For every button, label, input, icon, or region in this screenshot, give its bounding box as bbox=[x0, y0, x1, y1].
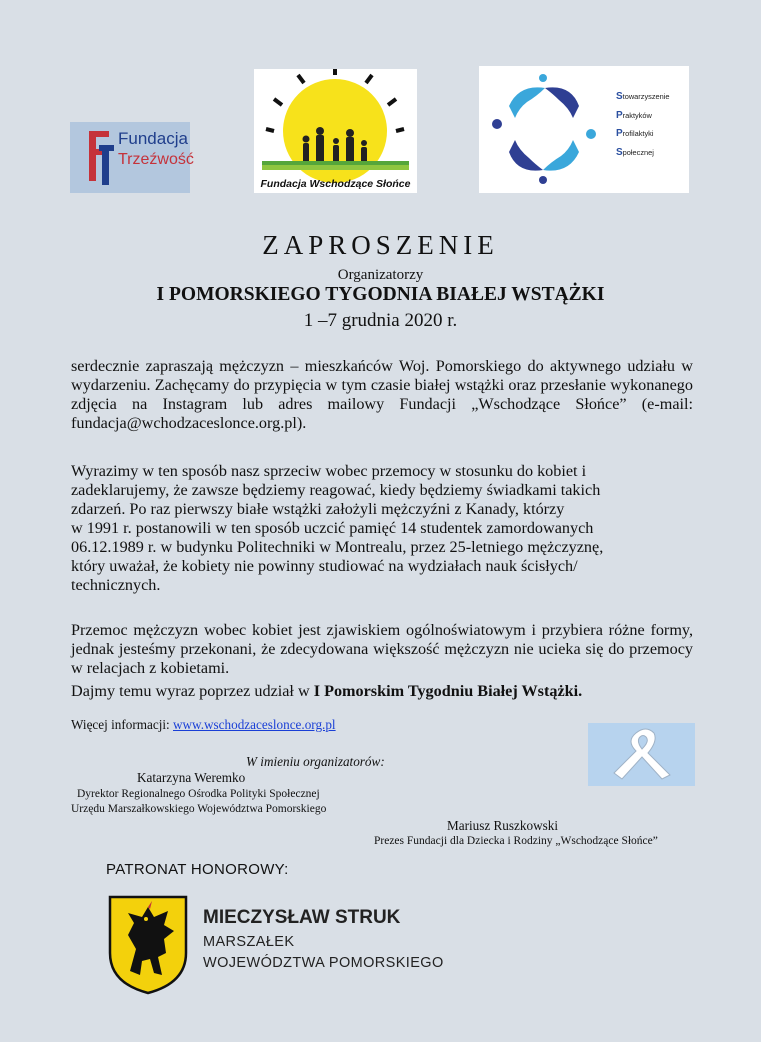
history-line: który uważał, że kobiety nie powinny studiować na wydziałach nauk ścisłych/ bbox=[71, 557, 578, 575]
paragraph-call-to-action: Dajmy temu wyraz poprzez udział w I Pomorskim Tygodniu Białej Wstążki. bbox=[71, 682, 583, 700]
signatory-2-name: Mariusz Ruszkowski bbox=[447, 818, 558, 833]
fundacja-trzezwosc-logo bbox=[70, 122, 194, 193]
history-line: zdarzeń. Po raz pierwszy białe wstążki założyli mężczyźni z Kanady, którzy bbox=[71, 500, 565, 518]
rising-sun-icon bbox=[254, 69, 417, 193]
organizers-label: Organizatorzy bbox=[337, 267, 424, 283]
event-date: 1 –7 grudnia 2020 r. bbox=[303, 310, 458, 331]
wschodzace-slonce-logo bbox=[254, 69, 417, 193]
ft-logo-line1: Fundacja bbox=[118, 129, 188, 148]
signatory-2-role: Prezes Fundacji dla Dziecka i Rodziny „Wschodzące Słońce” bbox=[374, 835, 658, 847]
stowarzyszenie-logo bbox=[479, 66, 689, 193]
patron-name: MIECZYSŁAW STRUK bbox=[203, 907, 401, 928]
ft-logo-line2: Trzeźwość bbox=[118, 151, 194, 168]
signature-lead: W imieniu organizatorów: bbox=[246, 754, 385, 769]
more-info-label: Więcej informacji: bbox=[71, 717, 173, 732]
event-title: I POMORSKIEGO TYGODNIA BIAŁEJ WSTĄŻKI bbox=[156, 284, 605, 305]
patron-role-1: MARSZAŁEK bbox=[203, 934, 295, 950]
wschodzace-slonce-caption: Fundacja Wschodzące Słońce bbox=[260, 178, 411, 190]
event-name-bold: I Pomorskim Tygodniu Białej Wstążki. bbox=[313, 682, 583, 700]
signatory-1-role-1: Dyrektor Regionalnego Ośrodka Polityki Społecznej bbox=[77, 788, 320, 800]
history-line: technicznych. bbox=[71, 576, 161, 594]
sp-row-2: Praktyków bbox=[616, 109, 652, 121]
more-info bbox=[71, 717, 336, 733]
sp-row-1: Stowarzyszenie bbox=[616, 91, 670, 102]
pomorskie-griffin-crest-icon bbox=[108, 895, 188, 995]
patron-role-2: WOJEWÓDZTWA POMORSKIEGO bbox=[203, 955, 444, 971]
paragraph-violence: Przemoc mężczyzn wobec kobiet jest zjawiskiem ogólnoświatowym i przybiera różne formy, jednak jesteśmy przekonani, że zdecydowana większość mężczyzn nie ucieka się do przemocy w relacjach z kobietami. bbox=[71, 621, 693, 677]
sp-row-3: Profilaktyki bbox=[616, 128, 654, 139]
signatory-1-name: Katarzyna Weremko bbox=[137, 770, 246, 785]
history-line: Wyrazimy w ten sposób nasz sprzeciw wobec przemocy w stosunku do kobiet i bbox=[71, 462, 587, 480]
patronage-label: PATRONAT HONOROWY: bbox=[106, 861, 289, 878]
ft-monogram-icon bbox=[83, 127, 115, 187]
website-link[interactable]: www.wschodzaceslonce.org.pl bbox=[173, 717, 336, 732]
signatory-1-role-2: Urzędu Marszałkowskiego Województwa Pomorskiego bbox=[71, 803, 327, 815]
history-line: zadeklarujemy, że zawsze będziemy reagować, kiedy będziemy świadkami takich bbox=[71, 481, 601, 499]
history-line: w 1991 r. postanowili w ten sposób uczcić pamięć 14 studentek zamordowanych bbox=[71, 519, 594, 537]
white-ribbon-image bbox=[588, 723, 695, 786]
paragraph-history bbox=[71, 462, 693, 595]
history-line: 06.12.1989 r. w budynku Politechniki w Montrealu, przez 25-letniego mężczyznę, bbox=[71, 538, 604, 556]
invitation-title: ZAPROSZENIE bbox=[262, 230, 499, 260]
paragraph-invitation: serdecznie zapraszają mężczyzn – mieszkańców Woj. Pomorskiego do aktywnego udziału w wydarzeniu. Zachęcamy do przypięcia w tym czasie białej wstążki oraz przesłanie wykonanego zdjęcia na Instagram lub adres mailowy Fundacji „Wschodzące Słońce” (e-mail: fundacja@wchodzaceslonce.org.pl). bbox=[71, 357, 693, 432]
hands-circle-icon bbox=[479, 66, 609, 193]
sp-row-4: Społecznej bbox=[616, 146, 654, 158]
white-ribbon-icon bbox=[588, 723, 695, 786]
